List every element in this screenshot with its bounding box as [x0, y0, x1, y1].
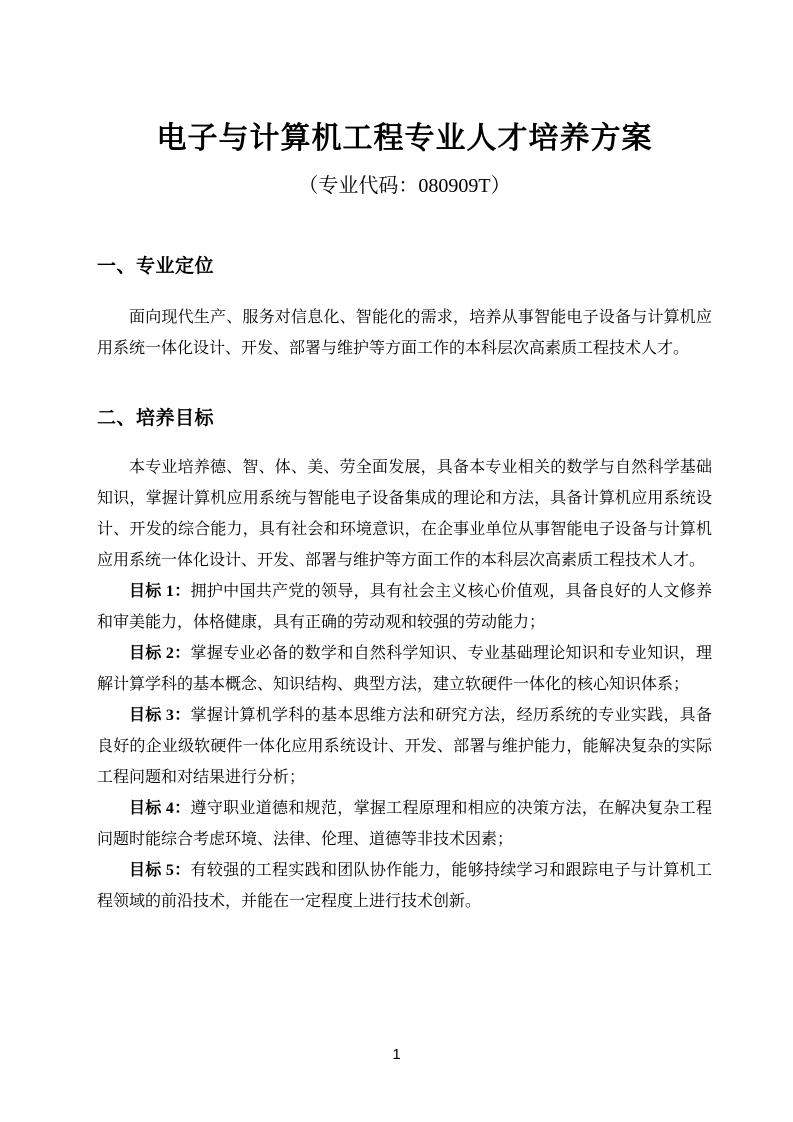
goal-text-4: 遵守职业道德和规范，掌握工程原理和相应的决策方法，在解决复杂工程问题时能综合考虑环境、法律、伦理、道德等非技术因素；: [97, 800, 712, 848]
goal-text-2: 掌握专业必备的数学和自然科学知识、专业基础理论知识和专业知识，理解计算学科的基本概念、知识结构、典型方法，建立软硬件一体化的核心知识体系；: [97, 645, 712, 693]
goal-item-5: [97, 855, 712, 917]
goal-item-3: [97, 700, 712, 793]
document-subtitle: （专业代码：080909T）: [298, 175, 511, 197]
section-heading-positioning: 一、专业定位: [97, 256, 215, 277]
goal-label-2: 目标 2：: [129, 645, 191, 662]
paragraph-objectives-intro: 本专业培养德、智、体、美、劳全面发展，具备本专业相关的数学与自然科学基础知识，掌握计算机应用系统与智能电子设备集成的理论和方法，具备计算机应用系统设计、开发的综合能力，具有社会和环境意识，在企事业单位从事智能电子设备与计算机应用系统一体化设计、开发、部署与维护等方面工作的本科层次高素质工程技术人才。: [97, 459, 712, 569]
paragraph-positioning: 面向现代生产、服务对信息化、智能化的需求，培养从事智能电子设备与计算机应用系统一体化设计、开发、部署与维护等方面工作的本科层次高素质工程技术人才。: [97, 309, 712, 357]
page-number: 1: [392, 1046, 401, 1063]
goal-item-1: [97, 576, 712, 638]
goal-label-3: 目标 3：: [129, 707, 191, 724]
goal-text-5: 有较强的工程实践和团队协作能力，能够持续学习和跟踪电子与计算机工程领域的前沿技术，并能在一定程度上进行技术创新。: [97, 862, 712, 910]
section-heading-objectives: 二、培养目标: [97, 408, 215, 429]
goal-label-4: 目标 4：: [129, 800, 191, 817]
goal-label-1: 目标 1：: [129, 583, 191, 600]
goal-item-2: [97, 638, 712, 700]
goal-text-3: 掌握计算机学科的基本思维方法和研究方法，经历系统的专业实践，具备良好的企业级软硬件一体化应用系统设计、开发、部署与维护能力，能解决复杂的实际工程问题和对结果进行分析；: [97, 707, 712, 786]
goal-text-1: 拥护中国共产党的领导，具有社会主义核心价值观，具备良好的人文修养和审美能力，体格健康，具有正确的劳动观和较强的劳动能力；: [97, 583, 712, 631]
goal-item-4: [97, 793, 712, 855]
document-title: 电子与计算机工程专业人才培养方案: [156, 122, 653, 155]
goal-label-5: 目标 5：: [129, 862, 191, 879]
